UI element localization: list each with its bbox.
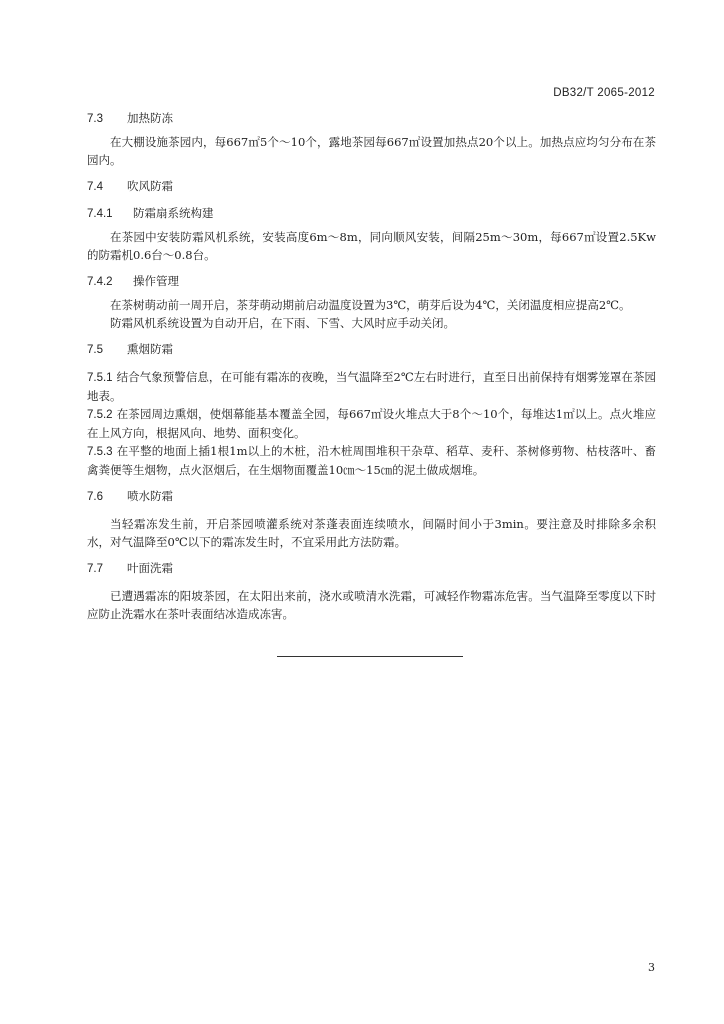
item-number: 7.5.1 <box>87 372 113 384</box>
heading-7-6 <box>87 488 656 506</box>
heading-title: 叶面洗霜 <box>127 563 173 575</box>
paragraph-7-4-2-b: 防霜风机系统设置为自动开启，在下雨、下雪、大风时应手动关闭。 <box>110 316 455 330</box>
heading-7-5 <box>87 341 656 359</box>
heading-number: 7.4.2 <box>87 276 113 288</box>
heading-number: 7.4 <box>87 181 103 193</box>
heading-title: 操作管理 <box>133 276 179 288</box>
heading-number: 7.3 <box>87 113 103 125</box>
heading-number: 7.5 <box>87 344 103 356</box>
page-number: 3 <box>648 961 655 974</box>
heading-7-7 <box>87 560 656 578</box>
paragraph-7-4-1: 在茶园中安装防霜风机系统，安装高度6m～8m，同向顺风安装，间隔25m～30m，每667㎡设置2.5Kw的防霜机0.6台～0.8台。 <box>87 230 656 262</box>
paragraph-7-6: 当轻霜冻发生前，开启茶园喷灌系统对茶蓬表面连续喷水，间隔时间小于3min。要注意及时排除多余积水，对气温降至0℃以下的霜冻发生时，不宜采用此方法防霜。 <box>87 517 656 549</box>
item-number: 7.5.3 <box>87 446 113 458</box>
heading-title: 吹风防霜 <box>127 181 173 193</box>
heading-7-4-1 <box>87 205 656 223</box>
paragraph-7-4-2-a: 在茶树萌动前一周开启，茶芽萌动期前启动温度设置为3℃，萌芽后设为4℃，关闭温度相应提高2℃。 <box>110 298 631 312</box>
item-7-5-1 <box>87 368 656 405</box>
heading-title: 防霜扇系统构建 <box>133 208 214 220</box>
heading-title: 加热防冻 <box>127 113 173 125</box>
heading-number: 7.7 <box>87 563 103 575</box>
document-body <box>87 110 656 623</box>
item-text: 在平整的地面上插1根1m以上的木桩，沿木桩周围堆积干杂草、稻草、麦秆、茶树修剪物、枯枝落叶、畜禽粪便等生烟物，点火沤烟后，在生烟物面覆盖10㎝～15㎝的泥土做成烟堆。 <box>87 444 656 477</box>
heading-title: 熏烟防霜 <box>127 344 173 356</box>
paragraph-7-3: 在大棚设施茶园内，每667㎡5个～10个，露地茶园每667㎡设置加热点20个以上。加热点应均匀分布在茶园内。 <box>87 135 656 167</box>
heading-7-4 <box>87 178 656 196</box>
heading-number: 7.4.1 <box>87 208 113 220</box>
paragraph-7-7: 已遭遇霜冻的阳坡茶园，在太阳出来前，浇水或喷清水洗霜，可减轻作物霜冻危害。当气温降至零度以下时应防止洗霜水在茶叶表面结冰造成冻害。 <box>87 589 656 621</box>
item-text: 结合气象预警信息，在可能有霜冻的夜晚，当气温降至2℃左右时进行，直至日出前保持有烟雾笼罩在茶园地表。 <box>87 370 656 403</box>
item-text: 在茶园周边熏烟，使烟幕能基本覆盖全园，每667㎡设火堆点大于8个～10个，每堆达1㎡以上。点火堆应在上风方向，根据风向、地势、面积变化。 <box>87 407 656 440</box>
heading-7-3 <box>87 110 656 128</box>
heading-7-4-2 <box>87 273 656 291</box>
end-of-document-rule <box>277 656 463 657</box>
item-7-5-3 <box>87 442 656 479</box>
item-7-5-2 <box>87 405 656 442</box>
heading-number: 7.6 <box>87 491 103 503</box>
heading-title: 喷水防霜 <box>127 491 173 503</box>
document-code: DB32/T 2065-2012 <box>553 87 655 99</box>
item-number: 7.5.2 <box>87 409 113 421</box>
